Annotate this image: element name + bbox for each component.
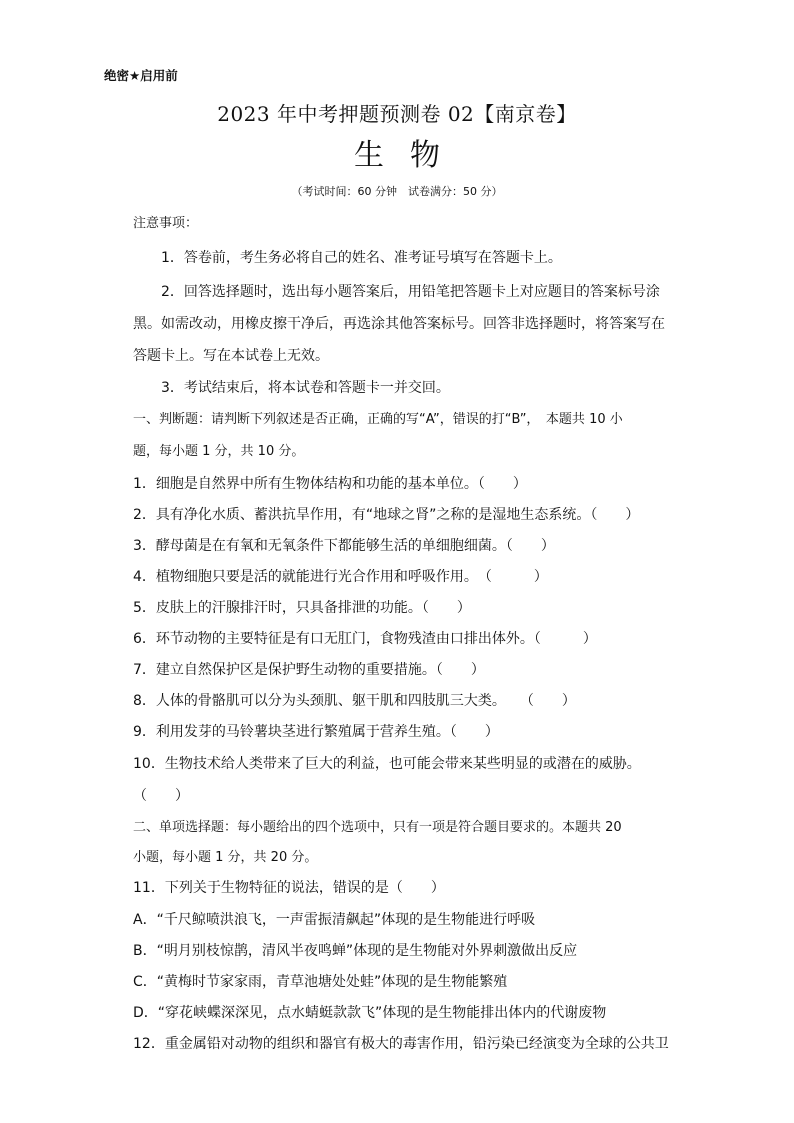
section-1-heading-line-2: 题，每小题 1 分，共 10 分。 — [133, 444, 305, 459]
question-2: 2．具有净化水质、蓄洪抗旱作用，有“地球之肾”之称的是湿地生态系统。（ ） — [133, 507, 640, 523]
question-6: 6．环节动物的主要特征是有口无肛门，食物残渣由口排出体外。（ ） — [133, 631, 597, 647]
question-10-line-1: 10．生物技术给人类带来了巨大的利益，也可能会带来某些明显的或潜在的威胁。 — [133, 756, 641, 772]
question-1: 1．细胞是自然界中所有生物体结构和功能的基本单位。（ ） — [133, 476, 527, 492]
question-12-line-1: 12．重金属铅对动物的组织和器官有极大的毒害作用，铅污染已经演变为全球的公共卫 — [133, 1036, 669, 1052]
question-10-line-2: （ ） — [133, 788, 189, 804]
confidential-label: 绝密★启用前 — [104, 68, 178, 83]
question-5: 5．皮肤上的汗腺排汗时，只具备排泄的功能。（ ） — [133, 600, 471, 616]
notice-item-3: 3．考试结束后，将本试卷和答题卡一并交回。 — [161, 380, 450, 396]
notice-heading: 注意事项： — [133, 216, 199, 231]
question-8: 8．人体的骨骼肌可以分为头颈肌、躯干肌和四肢肌三大类。 （ ） — [133, 693, 576, 709]
question-4: 4．植物细胞只要是活的就能进行光合作用和呼吸作用。 （ ） — [133, 569, 548, 585]
subject-title: 生物 — [354, 138, 466, 173]
question-11-option-b: B．“明月别枝惊鹊，清风半夜鸣蝉”体现的是生物能对外界刺激做出反应 — [133, 943, 578, 959]
question-11: 11．下列关于生物特征的说法，错误的是（ ） — [133, 880, 445, 896]
section-2-heading-line-1: 二、单项选择题：每小题给出的四个选项中，只有一项是符合题目要求的。本题共 20 — [133, 820, 622, 835]
notice-item-2-line-2: 黑。如需改动，用橡皮擦干净后，再选涂其他答案标号。回答非选择题时，将答案写在 — [133, 316, 665, 332]
question-11-option-c: C．“黄梅时节家家雨，青草池塘处处蛙”体现的是生物能繁殖 — [133, 974, 508, 990]
notice-item-1: 1．答卷前，考生务必将自己的姓名、准考证号填写在答题卡上。 — [161, 250, 562, 266]
section-1-heading-line-1: 一、判断题：请判断下列叙述是否正确，正确的写“A”，错误的打“B”， 本题共 10 小 — [133, 412, 623, 427]
question-9: 9．利用发芽的马铃薯块茎进行繁殖属于营养生殖。（ ） — [133, 724, 499, 740]
section-2-heading-line-2: 小题，每小题 1 分，共 20 分。 — [133, 850, 318, 865]
notice-item-2-line-1: 2．回答选择题时，选出每小题答案后，用铅笔把答题卡上对应题目的答案标号涂 — [161, 284, 660, 300]
question-11-option-d: D．“穿花峡蝶深深见，点水蜻蜓款款飞”体现的是生物能排出体内的代谢废物 — [133, 1005, 607, 1021]
exam-info: （考试时间：60 分钟 试卷满分：50 分） — [291, 185, 503, 198]
question-3: 3．酵母菌是在有氧和无氧条件下都能够生活的单细胞细菌。（ ） — [133, 538, 555, 554]
notice-item-2-line-3: 答题卡上。写在本试卷上无效。 — [133, 348, 329, 364]
question-7: 7．建立自然保护区是保护野生动物的重要措施。（ ） — [133, 662, 485, 678]
question-11-option-a: A．“千尺鲸喷洪浪飞，一声雷振清飙起”体现的是生物能进行呼吸 — [133, 912, 536, 928]
exam-title: 2023 年中考押题预测卷 02【南京卷】 — [217, 102, 577, 126]
